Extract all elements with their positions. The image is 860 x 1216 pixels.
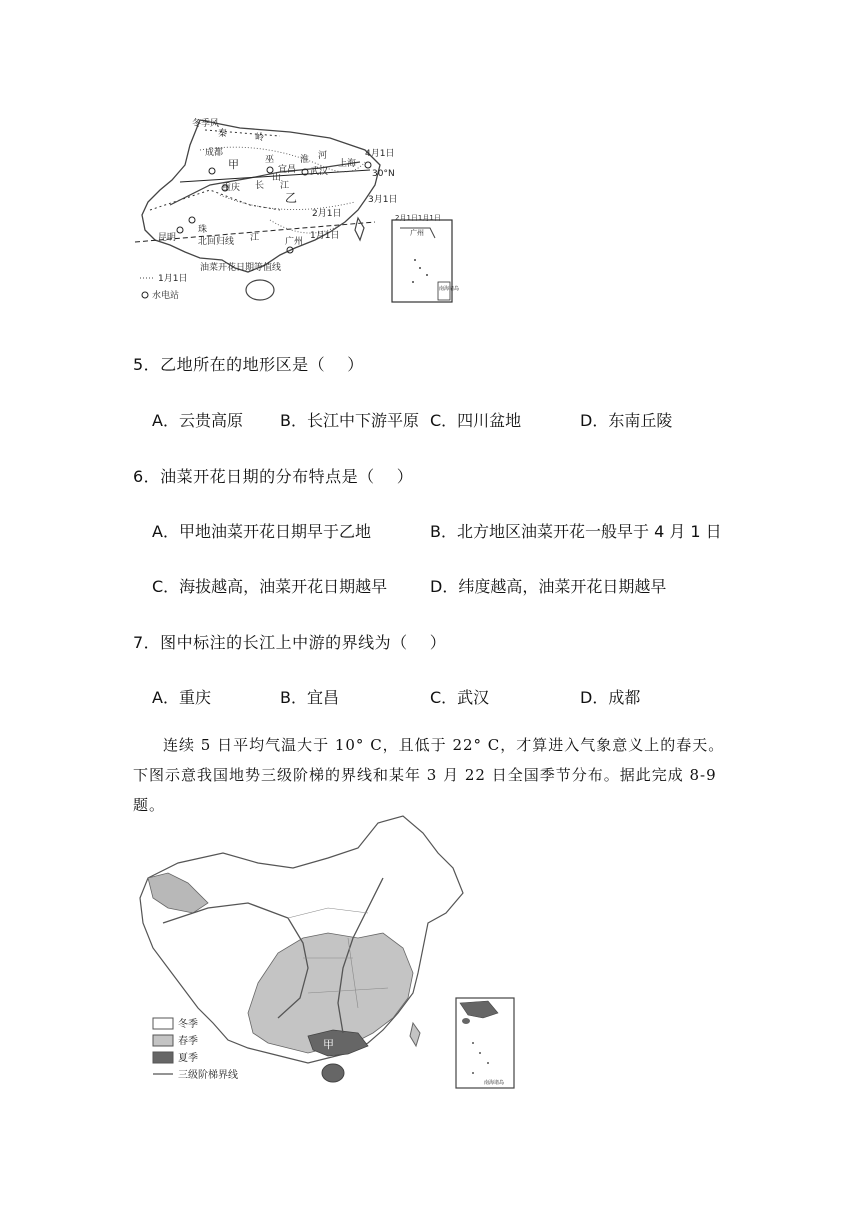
q6-option-d[interactable]: D．纬度越高，油菜开花日期越早 xyxy=(430,577,667,596)
map1-tropic: 北回归线 xyxy=(198,237,235,247)
map1-chongqing: 重庆 xyxy=(222,183,241,193)
map1-inset-label: 南海诸岛 xyxy=(439,286,460,292)
map1-kunming: 昆明 xyxy=(158,233,177,243)
q7-option-c[interactable]: C．武汉 xyxy=(430,688,490,707)
q7-option-d[interactable]: D．成都 xyxy=(580,688,641,707)
map1-inset-guangzhou: 广州 xyxy=(410,229,424,237)
q7-option-a[interactable]: A．重庆 xyxy=(152,688,211,707)
china-season-map xyxy=(128,808,528,1098)
question-5-stem: 5．乙地所在的地形区是（ ） xyxy=(133,355,364,374)
map1-huai: 淮 xyxy=(300,155,310,165)
map1-chang: 长 xyxy=(255,181,265,191)
question-6-stem: 6．油菜开花日期的分布特点是（ ） xyxy=(133,467,414,486)
map1-shanghai: 上海 xyxy=(338,159,357,169)
map1-legend-line: 1月1日 xyxy=(158,274,188,284)
map1-zhu: 珠 xyxy=(198,225,208,235)
map1-jia: 甲 xyxy=(228,158,239,171)
legend-boundary: 三级阶梯界线 xyxy=(178,1070,238,1081)
q7-option-b[interactable]: B．宜昌 xyxy=(280,688,339,707)
legend-summer: 夏季 xyxy=(178,1053,198,1064)
q5-option-d[interactable]: D．东南丘陵 xyxy=(580,411,673,430)
map2-inset-label: 南海诸岛 xyxy=(484,1080,505,1086)
q5-option-b[interactable]: B．长江中下游平原 xyxy=(280,411,419,430)
rapeseed-flowering-map xyxy=(130,110,470,310)
map1-wuhan: 武汉 xyxy=(310,167,329,177)
map1-he: 河 xyxy=(318,151,328,161)
map1-shan: 山 xyxy=(272,173,282,183)
map1-legend-line-text: 油菜开花日期等值线 xyxy=(200,263,282,273)
map1-wu: 巫 xyxy=(265,155,275,165)
q5-option-c[interactable]: C．四川盆地 xyxy=(430,411,522,430)
map1-jiang2: 江 xyxy=(250,233,260,243)
map1-jiang: 江 xyxy=(280,181,290,191)
map1-legend-station: 水电站 xyxy=(152,291,180,301)
map1-yichang: 宜昌 xyxy=(278,165,297,175)
map1-ling: 岭 xyxy=(255,133,265,143)
map1-guangzhou: 广州 xyxy=(285,237,304,247)
q6-option-b[interactable]: B．北方地区油菜开花一般早于 4 月 1 日 xyxy=(430,522,722,541)
map1-yi: 乙 xyxy=(285,191,298,205)
question-7-stem: 7．图中标注的长江上中游的界线为（ ） xyxy=(133,633,447,652)
map1-winter-wind: 冬季风 xyxy=(192,119,220,129)
legend-winter: 冬季 xyxy=(178,1019,198,1030)
q6-option-a[interactable]: A．甲地油菜开花日期早于乙地 xyxy=(152,522,371,541)
map1-lat30: 30°N xyxy=(372,169,395,179)
intro-paragraph: 连续 5 日平均气温大于 10° C，且低于 22° C，才算进入气象意义上的春天。下图示意我国地势三级阶梯的界线和某年 3 月 22 日全国季节分布。据此完成 8-9 题。 xyxy=(133,736,725,814)
map1-inset-dates: 2月1日1月1日 xyxy=(395,214,441,222)
map1-feb1: 2月1日 xyxy=(312,209,342,219)
q5-option-a[interactable]: A．云贵高原 xyxy=(152,411,243,430)
map1-jan1: 1月1日 xyxy=(310,231,340,241)
map1-qin: 秦 xyxy=(218,129,228,139)
map1-apr1: 4月1日 xyxy=(365,149,395,159)
map2-jia-label: 甲 xyxy=(323,1038,334,1051)
map1-mar1: 3月1日 xyxy=(368,195,398,205)
q6-option-c[interactable]: C．海拔越高，油菜开花日期越早 xyxy=(152,577,388,596)
legend-spring: 春季 xyxy=(178,1036,198,1047)
map1-chengdu: 成都 xyxy=(205,148,224,158)
